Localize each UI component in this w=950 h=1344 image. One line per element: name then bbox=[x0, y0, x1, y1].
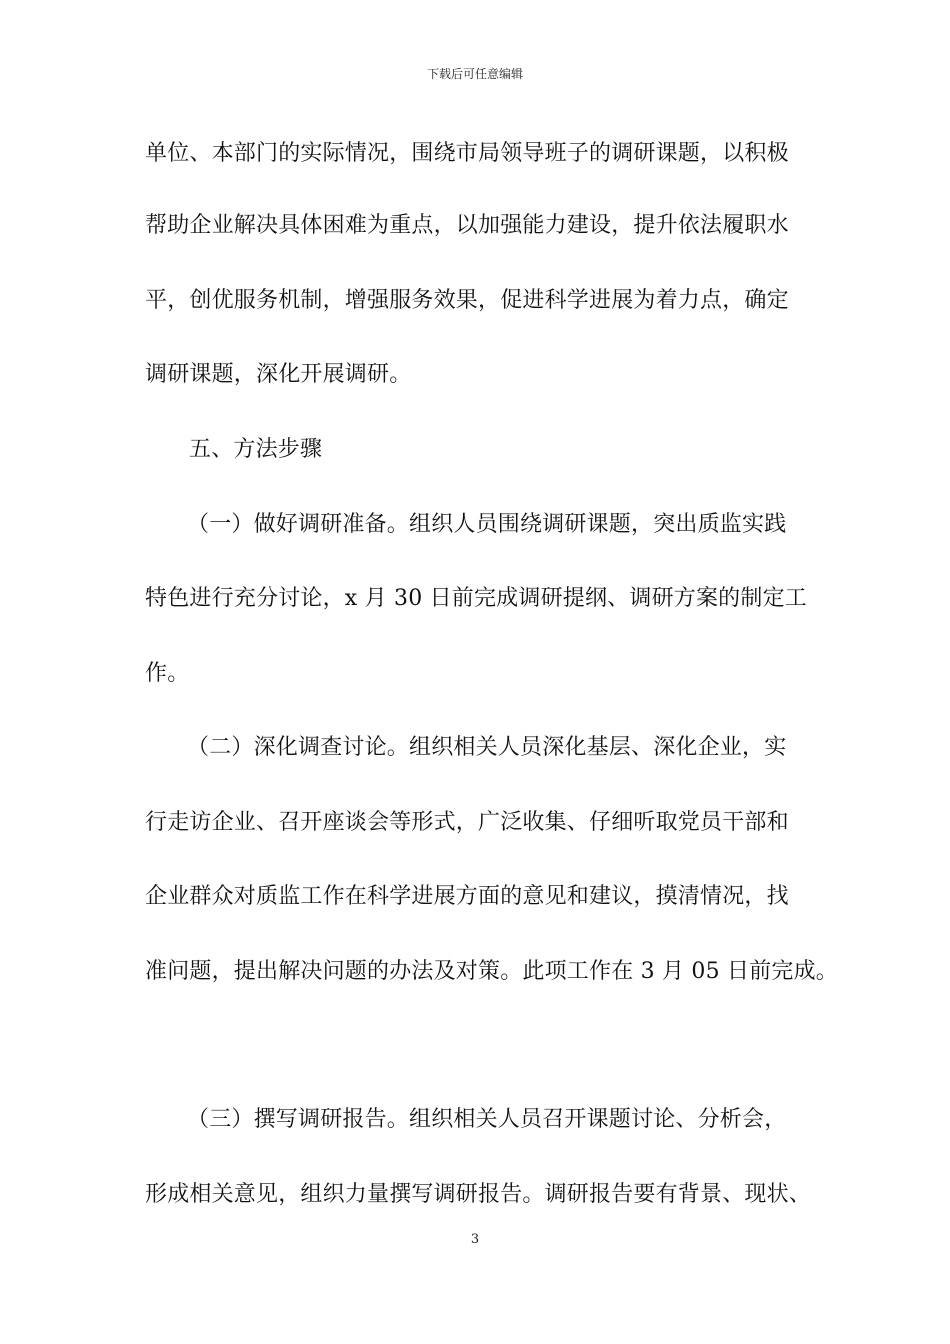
body-line: （三）撰写调研报告。组织相关人员召开课题讨论、分析会， bbox=[187, 1107, 787, 1132]
page-number: 3 bbox=[470, 1232, 480, 1247]
section-heading: 五、方法步骤 bbox=[189, 437, 323, 462]
body-line: 企业群众对质监工作在科学进展方面的意见和建议，摸清情况，找 bbox=[145, 884, 789, 909]
body-line: 作。 bbox=[145, 661, 190, 686]
body-line: 特色进行充分讨论，x 月 30 日前完成调研提纲、调研方案的制定工 bbox=[145, 586, 807, 611]
body-line: 形成相关意见，组织力量撰写调研报告。调研报告要有背景、现状、 bbox=[145, 1182, 812, 1207]
body-line: 行走访企业、召开座谈会等形式，广泛收集、仔细听取党员干部和 bbox=[145, 810, 789, 835]
body-line: 单位、本部门的实际情况，围绕市局领导班子的调研课题，以积极 bbox=[145, 141, 789, 166]
body-line: 平，创优服务机制，增强服务效果，促进科学进展为着力点，确定 bbox=[145, 288, 789, 313]
body-line: 准问题，提出解决问题的办法及对策。此项工作在 3 月 05 日前完成。 bbox=[145, 959, 838, 984]
body-line: （二）深化调查讨论。组织相关人员深化基层、深化企业，实 bbox=[187, 735, 787, 760]
body-line: 调研课题，深化开展调研。 bbox=[145, 362, 412, 387]
header-note: 下载后可任意编辑 bbox=[426, 67, 523, 81]
body-line: （一）做好调研准备。组织人员围绕调研课题，突出质监实践 bbox=[187, 512, 787, 537]
body-line: 帮助企业解决具体困难为重点，以加强能力建设，提升依法履职水 bbox=[145, 213, 789, 238]
